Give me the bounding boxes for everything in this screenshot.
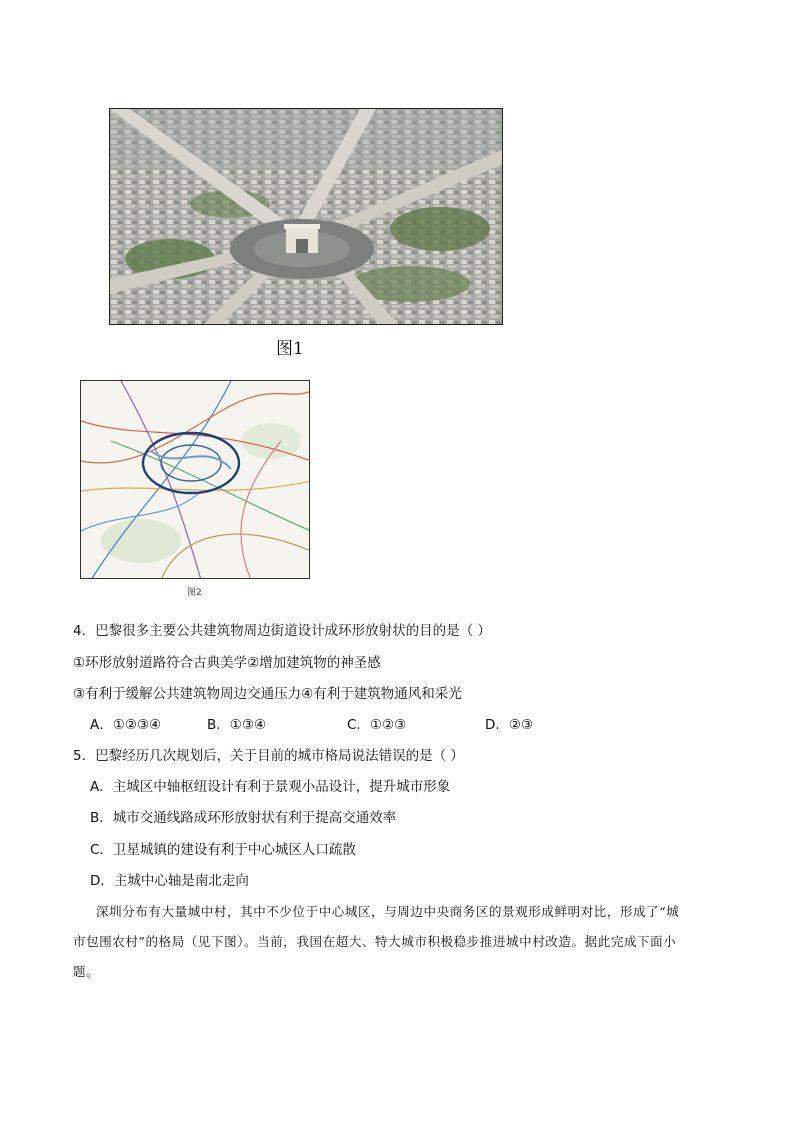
q5-option-c[interactable]: C．卫星城镇的建设有利于中心城区人口疏散: [90, 842, 356, 858]
q4-statements-line-1: ①环形放射道路符合古典美学②增加建筑物的神圣感: [73, 655, 381, 671]
passage-line-1: 深圳分布有大量城中村，其中不少位于中心城区，与周边中央商务区的景观形成鲜明对比，形成了“城: [96, 904, 680, 919]
q5-option-d[interactable]: D．主城中心轴是南北走向: [90, 873, 249, 889]
q4-stem: 4．巴黎很多主要公共建筑物周边街道设计成环形放射状的目的是（ ）: [73, 623, 491, 639]
q4-option-a[interactable]: A．①②③④: [90, 717, 162, 733]
aerial-photo-drawing: [110, 109, 503, 325]
q4-option-c[interactable]: C．①②③: [347, 717, 407, 733]
passage-line-2: 市包围农村”的格局（见下图）。当前，我国在超大、特大城市积极稳步推进城中村改造。据此完成下面小: [73, 934, 677, 949]
transit-map-drawing: [81, 381, 310, 579]
q4-statements-line-2: ③有利于缓解公共建筑物周边交通压力④有利于建筑物通风和采光: [73, 686, 462, 702]
q5-option-b[interactable]: B．城市交通线路成环形放射状有利于提高交通效率: [90, 810, 397, 826]
q5-stem: 5．巴黎经历几次规划后，关于目前的城市格局说法错误的是（ ）: [73, 748, 464, 764]
paris-transit-map: [80, 380, 310, 579]
q4-option-d[interactable]: D．②③: [485, 717, 534, 733]
q5-option-a[interactable]: A．主城区中轴枢纽设计有利于景观小品设计，提升城市形象: [90, 779, 451, 795]
q4-option-b[interactable]: B．①③④: [207, 717, 267, 733]
passage-line-3: 题。: [73, 964, 100, 979]
aerial-photo-arc-de-triomphe: [109, 108, 503, 325]
figure-2-caption: 图2: [187, 588, 202, 598]
figure-1-caption: 图1: [276, 339, 304, 359]
